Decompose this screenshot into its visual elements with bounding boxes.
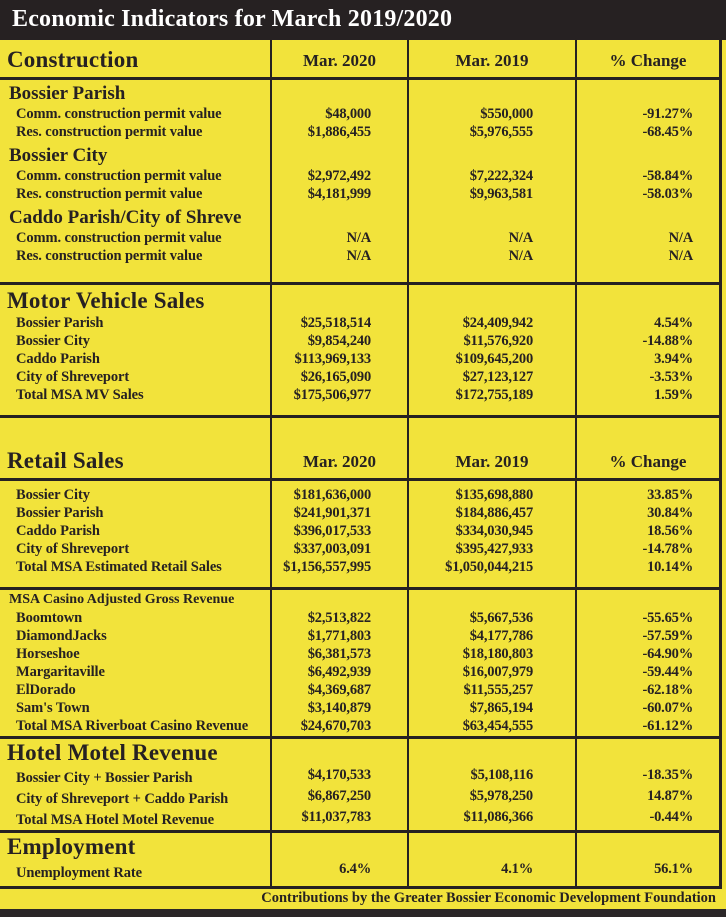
row-label: Bossier City xyxy=(16,333,90,349)
value-pct-change: 1.59% xyxy=(575,387,719,405)
value-mar-2020: $25,518,514 xyxy=(270,315,407,333)
section-header-row xyxy=(0,739,722,767)
section-header: Hotel Motel Revenue xyxy=(7,740,218,765)
value-mar-2020: 6.4% xyxy=(270,861,407,886)
value-mar-2019: $11,086,366 xyxy=(407,809,575,830)
column-header: % Change xyxy=(575,40,719,77)
subsection-header-row xyxy=(0,590,722,610)
table-row xyxy=(0,369,722,387)
row-label: Bossier Parish xyxy=(16,315,104,331)
value-mar-2019: N/A xyxy=(407,248,575,266)
value-mar-2020: N/A xyxy=(270,248,407,266)
value-mar-2020: $175,506,977 xyxy=(270,387,407,405)
value-pct-change: N/A xyxy=(575,230,719,248)
table-row xyxy=(0,230,722,248)
row-label: Total MSA Estimated Retail Sales xyxy=(16,559,222,575)
value-pct-change: -3.53% xyxy=(575,369,719,387)
value-mar-2019: $109,645,200 xyxy=(407,351,575,369)
value-mar-2019: $5,108,116 xyxy=(407,767,575,788)
table-row xyxy=(0,124,722,142)
section-title: Construction xyxy=(7,47,139,72)
spacer-row xyxy=(0,266,722,282)
row-label: ElDorado xyxy=(16,682,76,698)
value-mar-2019: $4,177,786 xyxy=(407,628,575,646)
value-mar-2020: $337,003,091 xyxy=(270,541,407,559)
value-mar-2019: $5,667,536 xyxy=(407,610,575,628)
value-mar-2020: $6,867,250 xyxy=(270,788,407,809)
column-header: % Change xyxy=(575,448,719,478)
value-mar-2019: $18,180,803 xyxy=(407,646,575,664)
value-pct-change: -64.90% xyxy=(575,646,719,664)
spacer-row xyxy=(0,418,722,448)
value-mar-2020: N/A xyxy=(270,230,407,248)
row-label: Unemployment Rate xyxy=(16,865,142,881)
value-pct-change: -55.65% xyxy=(575,610,719,628)
value-mar-2020: $11,037,783 xyxy=(270,809,407,830)
row-label: City of Shreveport + Caddo Parish xyxy=(16,791,229,807)
value-mar-2019: $5,976,555 xyxy=(407,124,575,142)
table-row xyxy=(0,682,722,700)
table-row xyxy=(0,523,722,541)
value-mar-2019: $7,222,324 xyxy=(407,168,575,186)
value-pct-change: -18.35% xyxy=(575,767,719,788)
value-pct-change: 56.1% xyxy=(575,861,719,886)
table-row xyxy=(0,315,722,333)
table-row xyxy=(0,664,722,682)
table-row xyxy=(0,559,722,577)
row-label: Bossier City + Bossier Parish xyxy=(16,770,193,786)
value-mar-2020: $113,969,133 xyxy=(270,351,407,369)
group-header: Caddo Parish/City of Shreve xyxy=(9,207,242,228)
value-mar-2019: $63,454,555 xyxy=(407,718,575,736)
column-header: Mar. 2020 xyxy=(270,448,407,478)
value-pct-change: N/A xyxy=(575,248,719,266)
table-row xyxy=(0,861,722,886)
value-mar-2020: $2,513,822 xyxy=(270,610,407,628)
row-label: Margaritaville xyxy=(16,664,105,680)
value-pct-change: -0.44% xyxy=(575,809,719,830)
column-header: Mar. 2019 xyxy=(407,40,575,77)
group-header-row xyxy=(0,204,722,230)
section-header-row xyxy=(0,285,722,315)
column-header: Mar. 2020 xyxy=(270,40,407,77)
table-row xyxy=(0,541,722,559)
value-pct-change: -58.03% xyxy=(575,186,719,204)
table-row xyxy=(0,487,722,505)
value-mar-2020: $6,381,573 xyxy=(270,646,407,664)
value-mar-2019: $11,555,257 xyxy=(407,682,575,700)
value-pct-change: -14.78% xyxy=(575,541,719,559)
table-row xyxy=(0,186,722,204)
value-mar-2019: $550,000 xyxy=(407,106,575,124)
value-mar-2019: $334,030,945 xyxy=(407,523,575,541)
row-label: Res. construction permit value xyxy=(16,124,203,140)
value-mar-2019: $172,755,189 xyxy=(407,387,575,405)
value-pct-change: 3.94% xyxy=(575,351,719,369)
value-pct-change: -58.84% xyxy=(575,168,719,186)
row-label: Comm. construction permit value xyxy=(16,168,222,184)
column-header: Mar. 2019 xyxy=(407,448,575,478)
table-row xyxy=(0,610,722,628)
value-mar-2020: $6,492,939 xyxy=(270,664,407,682)
value-mar-2019: 4.1% xyxy=(407,861,575,886)
table-row xyxy=(0,809,722,830)
spacer-row xyxy=(0,577,722,587)
value-pct-change: 30.84% xyxy=(575,505,719,523)
value-mar-2019: $135,698,880 xyxy=(407,487,575,505)
value-pct-change: -68.45% xyxy=(575,124,719,142)
row-label: Res. construction permit value xyxy=(16,186,203,202)
table-row xyxy=(0,333,722,351)
section-header: Motor Vehicle Sales xyxy=(7,288,205,313)
value-mar-2020: $3,140,879 xyxy=(270,700,407,718)
value-pct-change: 18.56% xyxy=(575,523,719,541)
table-row xyxy=(0,106,722,124)
table-row xyxy=(0,505,722,523)
value-mar-2020: $2,972,492 xyxy=(270,168,407,186)
value-mar-2020: $24,670,703 xyxy=(270,718,407,736)
table-row xyxy=(0,248,722,266)
bottom-bar xyxy=(0,909,726,917)
row-label: Comm. construction permit value xyxy=(16,230,222,246)
row-label: City of Shreveport xyxy=(16,369,130,385)
value-mar-2019: $9,963,581 xyxy=(407,186,575,204)
value-mar-2019: $184,886,457 xyxy=(407,505,575,523)
value-mar-2019: $11,576,920 xyxy=(407,333,575,351)
row-label: Bossier Parish xyxy=(16,505,104,521)
table-row xyxy=(0,700,722,718)
column-header-row xyxy=(0,448,722,478)
row-label: DiamondJacks xyxy=(16,628,107,644)
value-pct-change: 14.87% xyxy=(575,788,719,809)
value-mar-2020: $4,170,533 xyxy=(270,767,407,788)
value-pct-change: 10.14% xyxy=(575,559,719,577)
group-header-row xyxy=(0,142,722,168)
row-label: Boomtown xyxy=(16,610,83,626)
value-mar-2020: $4,369,687 xyxy=(270,682,407,700)
subsection-header: MSA Casino Adjusted Gross Revenue xyxy=(9,592,235,607)
value-mar-2020: $1,156,557,995 xyxy=(270,559,407,577)
value-mar-2020: $241,901,371 xyxy=(270,505,407,523)
value-mar-2019: $16,007,979 xyxy=(407,664,575,682)
section-header-row xyxy=(0,833,722,861)
value-mar-2019: $5,978,250 xyxy=(407,788,575,809)
value-mar-2019: N/A xyxy=(407,230,575,248)
value-mar-2020: $9,854,240 xyxy=(270,333,407,351)
value-mar-2020: $48,000 xyxy=(270,106,407,124)
table-row xyxy=(0,168,722,186)
row-label: City of Shreveport xyxy=(16,541,130,557)
table-row xyxy=(0,646,722,664)
value-pct-change: -62.18% xyxy=(575,682,719,700)
table-row xyxy=(0,788,722,809)
spacer-row xyxy=(0,405,722,415)
row-label: Comm. construction permit value xyxy=(16,106,222,122)
value-mar-2020: $1,771,803 xyxy=(270,628,407,646)
table-row xyxy=(0,628,722,646)
table-row xyxy=(0,718,722,736)
value-pct-change: -57.59% xyxy=(575,628,719,646)
value-pct-change: -59.44% xyxy=(575,664,719,682)
value-pct-change: -14.88% xyxy=(575,333,719,351)
row-label: Total MSA MV Sales xyxy=(16,387,144,403)
value-pct-change: -91.27% xyxy=(575,106,719,124)
page-title: Economic Indicators for March 2019/2020 xyxy=(12,5,453,32)
group-header: Bossier City xyxy=(9,145,108,166)
value-mar-2019: $24,409,942 xyxy=(407,315,575,333)
group-header: Bossier Parish xyxy=(9,83,126,104)
value-pct-change: -61.12% xyxy=(575,718,719,736)
value-mar-2019: $1,050,044,215 xyxy=(407,559,575,577)
value-mar-2020: $26,165,090 xyxy=(270,369,407,387)
indicators-table xyxy=(0,40,722,889)
row-label: Sam's Town xyxy=(16,700,90,716)
section-header: Employment xyxy=(7,834,136,859)
section-title: Retail Sales xyxy=(7,448,124,473)
value-mar-2019: $395,427,933 xyxy=(407,541,575,559)
value-mar-2019: $27,123,127 xyxy=(407,369,575,387)
table-row xyxy=(0,767,722,788)
row-label: Total MSA Hotel Motel Revenue xyxy=(16,812,214,828)
title-bar xyxy=(0,0,726,40)
table-row xyxy=(0,387,722,405)
value-mar-2020: $396,017,533 xyxy=(270,523,407,541)
row-label: Bossier City xyxy=(16,487,90,503)
value-pct-change: 4.54% xyxy=(575,315,719,333)
row-label: Caddo Parish xyxy=(16,523,100,539)
group-header-row xyxy=(0,80,722,106)
value-mar-2020: $1,886,455 xyxy=(270,124,407,142)
value-mar-2020: $181,636,000 xyxy=(270,487,407,505)
value-pct-change: -60.07% xyxy=(575,700,719,718)
value-mar-2020: $4,181,999 xyxy=(270,186,407,204)
column-header-row xyxy=(0,40,722,77)
value-mar-2019: $7,865,194 xyxy=(407,700,575,718)
table-row xyxy=(0,351,722,369)
row-label: Total MSA Riverboat Casino Revenue xyxy=(16,718,249,734)
row-label: Caddo Parish xyxy=(16,351,100,367)
row-label: Res. construction permit value xyxy=(16,248,203,264)
row-label: Horseshoe xyxy=(16,646,80,662)
footer-credit: Contributions by the Greater Bossier Economic Development Foundation xyxy=(261,890,716,906)
value-pct-change: 33.85% xyxy=(575,487,719,505)
